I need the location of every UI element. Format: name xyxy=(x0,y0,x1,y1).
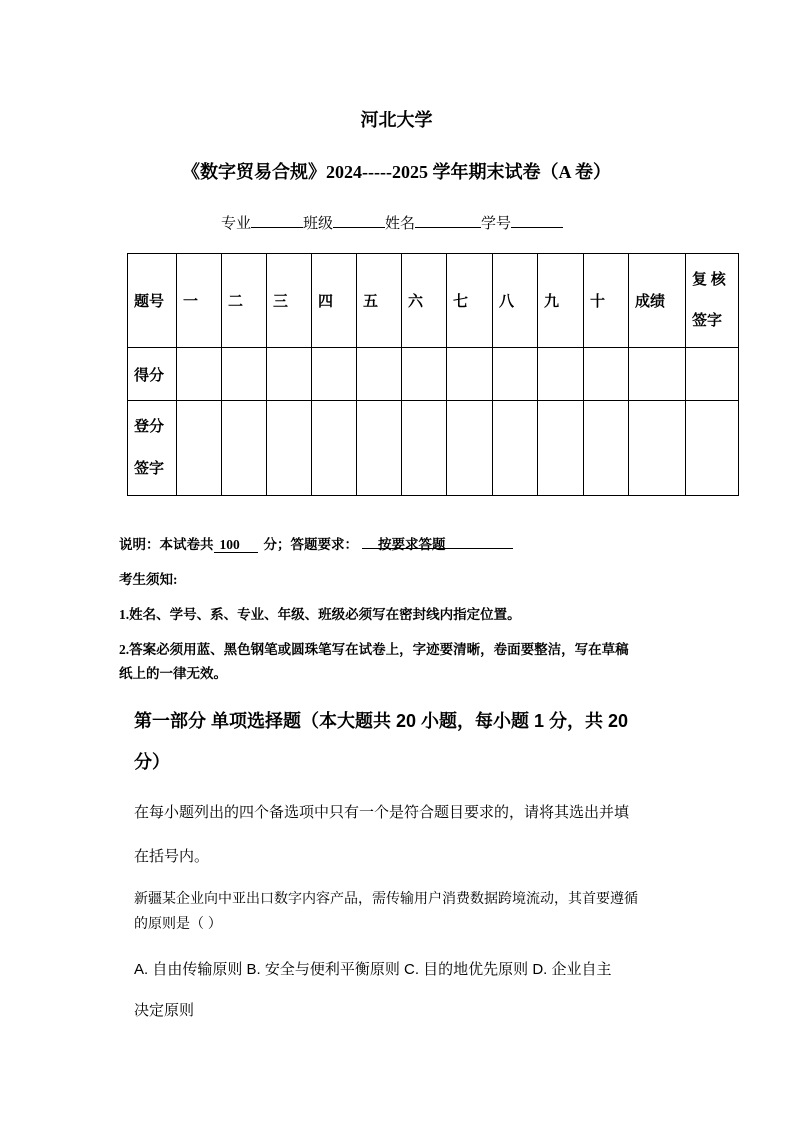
sign-cell[interactable] xyxy=(584,401,629,496)
score-cell[interactable] xyxy=(493,348,538,401)
notice-title: 考生须知: xyxy=(119,572,178,587)
sign-cell[interactable] xyxy=(402,401,447,496)
score-cell[interactable] xyxy=(402,348,447,401)
major-input[interactable] xyxy=(251,212,303,228)
header-cell: 四 xyxy=(312,254,357,348)
section-title-line2: 分） xyxy=(134,752,170,772)
sign-cell[interactable] xyxy=(447,401,493,496)
sign-label: 签字 xyxy=(692,312,723,329)
question-stem-line2: 的原则是（ ） xyxy=(134,915,222,931)
sign-cell[interactable] xyxy=(493,401,538,496)
table-row-score xyxy=(128,348,739,401)
major-label: 专业 xyxy=(221,215,252,232)
header-cell: 三 xyxy=(267,254,312,348)
header-cell: 六 xyxy=(402,254,447,348)
sign-cell[interactable] xyxy=(686,401,739,496)
question-options-line2: 决定原则 xyxy=(134,1002,195,1019)
header-cell: 十 xyxy=(584,254,629,348)
sign-cell[interactable] xyxy=(177,401,222,496)
question-options-line1: A. 自由传输原则 B. 安全与便利平衡原则 C. 目的地优先原则 D. 企业自主 xyxy=(134,961,612,978)
class-label: 班级 xyxy=(303,215,334,232)
student-id-label: 学号 xyxy=(481,215,512,232)
header-cell: 九 xyxy=(538,254,584,348)
student-id-input[interactable] xyxy=(511,212,563,228)
sign-cell[interactable] xyxy=(629,401,686,496)
header-cell: 题号 xyxy=(128,254,177,348)
sign-cell[interactable] xyxy=(538,401,584,496)
review-label: 复 核 xyxy=(692,271,726,288)
header-cell: 二 xyxy=(222,254,267,348)
header-cell: 成绩 xyxy=(629,254,686,348)
score-cell[interactable] xyxy=(447,348,493,401)
score-cell[interactable] xyxy=(177,348,222,401)
sign-cell[interactable] xyxy=(357,401,402,496)
score-cell[interactable] xyxy=(538,348,584,401)
sign-cell[interactable] xyxy=(312,401,357,496)
exam-instructions xyxy=(119,533,513,553)
header-cell: 七 xyxy=(447,254,493,348)
notice-item-1: 1.姓名、学号、系、专业、年级、班级必须写在密封线内指定位置。 xyxy=(119,607,521,622)
review-sign-cell xyxy=(686,254,739,348)
notice-item-2-line2: 纸上的一律无效。 xyxy=(119,666,227,681)
header-cell: 一 xyxy=(177,254,222,348)
score-cell[interactable] xyxy=(584,348,629,401)
score-cell[interactable] xyxy=(629,348,686,401)
instructions-prefix: 说明：本试卷共 xyxy=(119,537,214,552)
header-cell: 八 xyxy=(493,254,538,348)
answer-requirement: 按要求答题 xyxy=(362,533,513,549)
sign-cell[interactable] xyxy=(267,401,312,496)
register-label: 登分 xyxy=(134,419,165,435)
score-cell[interactable] xyxy=(267,348,312,401)
total-score: 100 xyxy=(214,537,258,553)
instructions-mid: 分；答题要求： xyxy=(263,537,358,552)
university-name: 河北大学 xyxy=(360,110,433,130)
table-row-sign xyxy=(128,401,739,496)
score-cell[interactable] xyxy=(222,348,267,401)
section-desc-line1: 在每小题列出的四个备选项中只有一个是符合题目要求的，请将其选出并填 xyxy=(134,804,630,821)
score-table xyxy=(127,253,739,496)
exam-title: 《数字贸易合规》2024-----2025 学年期末试卷（A 卷） xyxy=(182,162,611,182)
header-cell: 五 xyxy=(357,254,402,348)
question-stem-line1: 新疆某企业向中亚出口数字内容产品，需传输用户消费数据跨境流动，其首要遵循 xyxy=(134,890,638,906)
notice-item-2-line1: 2.答案必须用蓝、黑色钢笔或圆珠笔写在试卷上，字迹要清晰，卷面要整洁，写在草稿 xyxy=(119,642,629,657)
name-label: 姓名 xyxy=(385,215,416,232)
sign-row-label xyxy=(128,401,177,496)
section-desc-line2: 在括号内。 xyxy=(134,848,210,865)
score-row-label: 得分 xyxy=(128,348,177,401)
table-row-header xyxy=(128,254,739,348)
sign-cell[interactable] xyxy=(222,401,267,496)
student-info-fields xyxy=(221,212,563,233)
score-cell[interactable] xyxy=(686,348,739,401)
score-cell[interactable] xyxy=(357,348,402,401)
sign-label: 签字 xyxy=(134,461,165,477)
class-input[interactable] xyxy=(333,212,385,228)
name-input[interactable] xyxy=(415,212,481,228)
score-cell[interactable] xyxy=(312,348,357,401)
section-title-line1: 第一部分 单项选择题（本大题共 20 小题，每小题 1 分，共 20 xyxy=(134,711,629,731)
